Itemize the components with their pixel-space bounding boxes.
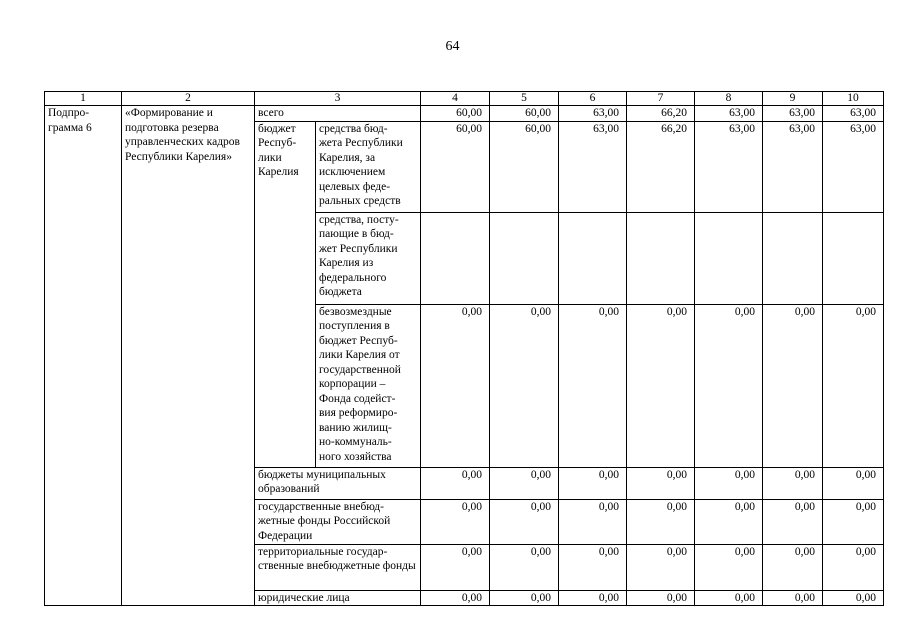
value-cell: 0,00: [559, 590, 627, 606]
value-cell: 0,00: [627, 544, 695, 590]
header-row: [45, 92, 884, 106]
value-cell: 60,00: [421, 121, 490, 212]
value-cell: 0,00: [695, 467, 763, 499]
row-label: безвозмездные поступления в бюджет Респуб- лики Карелия от государственной корпорации – Фонда содейст- вия реформиро- ванию жилищ- но-коммуналь- ного хозяйства: [316, 304, 421, 467]
row-label: средства, посту- пающие в бюд- жет Республики Карелия из федерального бюджета: [316, 212, 421, 304]
value-cell: 63,00: [695, 121, 763, 212]
value-cell: 0,00: [627, 467, 695, 499]
value-cell: 63,00: [763, 121, 823, 212]
header-cell: 2: [122, 92, 255, 106]
value-cell: 0,00: [559, 499, 627, 544]
value-cell: 66,20: [627, 121, 695, 212]
value-cell: 66,20: [627, 106, 695, 122]
header-cell: 4: [421, 92, 490, 106]
value-cell: 0,00: [490, 544, 559, 590]
program-title: «Формирование и подготовка резерва управленческих кадров Республики Карелия»: [122, 106, 255, 606]
value-cell: [823, 212, 884, 304]
header-cell: 1: [45, 92, 122, 106]
value-cell: 60,00: [490, 121, 559, 212]
value-cell: 0,00: [823, 590, 884, 606]
value-cell: 0,00: [421, 499, 490, 544]
value-cell: 0,00: [490, 590, 559, 606]
value-cell: 63,00: [823, 106, 884, 122]
value-cell: 0,00: [695, 304, 763, 467]
header-cell: 9: [763, 92, 823, 106]
value-cell: 0,00: [421, 304, 490, 467]
header-cell: 3: [255, 92, 421, 106]
value-cell: 60,00: [490, 106, 559, 122]
header-cell: 6: [559, 92, 627, 106]
value-cell: 63,00: [559, 121, 627, 212]
header-cell: 5: [490, 92, 559, 106]
value-cell: [421, 212, 490, 304]
value-cell: 0,00: [695, 499, 763, 544]
header-cell: 8: [695, 92, 763, 106]
value-cell: 0,00: [421, 467, 490, 499]
value-cell: 0,00: [763, 544, 823, 590]
header-cell: 7: [627, 92, 695, 106]
value-cell: 0,00: [823, 499, 884, 544]
value-cell: 63,00: [763, 106, 823, 122]
value-cell: 0,00: [823, 304, 884, 467]
program-label: Подпро- грамма 6: [45, 106, 122, 606]
value-cell: 0,00: [559, 467, 627, 499]
value-cell: 63,00: [695, 106, 763, 122]
value-cell: 0,00: [823, 467, 884, 499]
value-cell: [627, 212, 695, 304]
value-cell: [490, 212, 559, 304]
value-cell: 60,00: [421, 106, 490, 122]
value-cell: 0,00: [490, 467, 559, 499]
value-cell: [559, 212, 627, 304]
budget-table: [44, 91, 884, 606]
value-cell: 0,00: [490, 304, 559, 467]
value-cell: 0,00: [763, 304, 823, 467]
value-cell: 0,00: [763, 467, 823, 499]
value-cell: 0,00: [559, 304, 627, 467]
value-cell: 0,00: [490, 499, 559, 544]
page-number: 64: [445, 39, 460, 54]
value-cell: 0,00: [627, 590, 695, 606]
value-cell: 0,00: [421, 590, 490, 606]
value-cell: 0,00: [695, 590, 763, 606]
value-cell: [695, 212, 763, 304]
value-cell: 63,00: [559, 106, 627, 122]
row-label: средства бюд- жета Республики Карелия, за исключением целевых феде- ральных средств: [316, 121, 421, 212]
value-cell: [763, 212, 823, 304]
value-cell: 0,00: [627, 304, 695, 467]
value-cell: 0,00: [823, 544, 884, 590]
value-cell: 0,00: [559, 544, 627, 590]
row-label: всего: [255, 106, 421, 122]
value-cell: 63,00: [823, 121, 884, 212]
value-cell: 0,00: [763, 499, 823, 544]
value-cell: 0,00: [421, 544, 490, 590]
table-row: [45, 106, 884, 122]
value-cell: 0,00: [763, 590, 823, 606]
row-label: государственные внебюд- жетные фонды Российской Федерации: [255, 499, 421, 544]
value-cell: 0,00: [627, 499, 695, 544]
budget-rk-label: бюджет Респуб- лики Карелия: [255, 121, 316, 467]
row-label: юридические лица: [255, 590, 421, 606]
row-label: бюджеты муниципальных образований: [255, 467, 421, 499]
value-cell: 0,00: [695, 544, 763, 590]
row-label: территориальные государ- ственные внебюджетные фонды: [255, 544, 421, 590]
header-cell: 10: [823, 92, 884, 106]
